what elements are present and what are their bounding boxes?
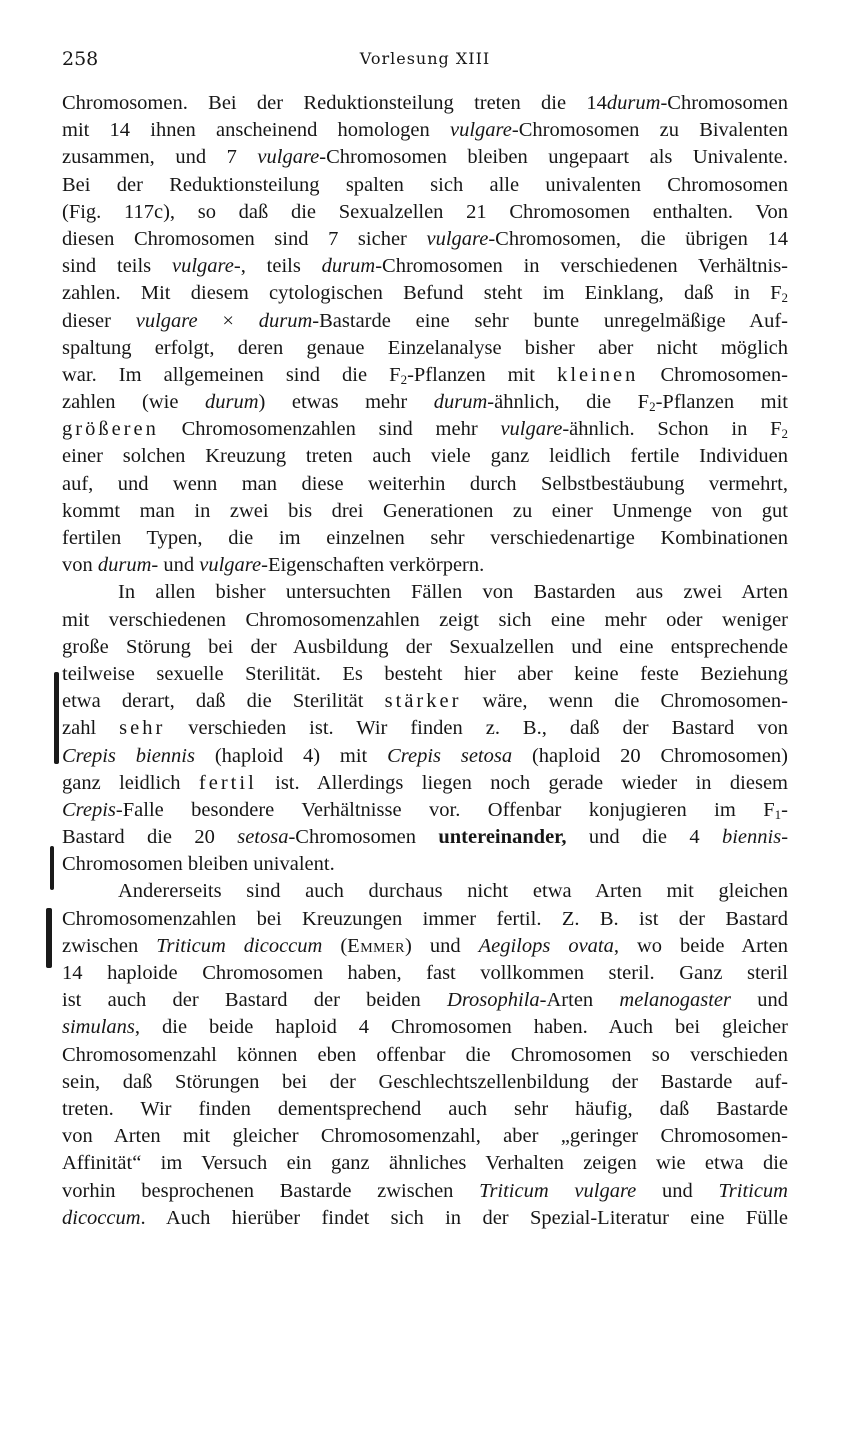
- text-segment: -, teils: [233, 255, 322, 278]
- text-line: [62, 851, 788, 878]
- text-line: [62, 1205, 788, 1232]
- text-segment: sehr: [119, 717, 166, 740]
- text-segment: -ähnlich. Schon in F: [562, 418, 782, 441]
- margin-mark: [54, 672, 59, 764]
- text-segment: vulgare: [135, 309, 198, 332]
- text-segment: durum: [321, 255, 376, 278]
- text-line: [62, 1014, 788, 1041]
- text-segment: kommt man in zwei bis drei Generationen zu einer Unmenge von gut: [62, 499, 788, 522]
- text-segment: treten. Wir finden dementsprechend auch sehr häufig, daß Bastarde: [62, 1097, 788, 1120]
- text-segment: (: [322, 934, 348, 957]
- text-segment: durum: [433, 391, 488, 414]
- text-segment: vulgare: [426, 227, 489, 250]
- text-segment: Chromosomenzahlen bei Kreuzungen immer fertil. Z. B. ist der Bastard: [62, 907, 788, 930]
- text-segment: -ähnlich, die F: [487, 391, 650, 414]
- text-segment: (Fig. 117c), so daß die Sexualzellen 21 Chromosomen enthalten. Von: [62, 200, 788, 223]
- text-segment: zahlen (wie: [62, 391, 205, 414]
- text-line: [62, 362, 788, 389]
- text-segment: untereinander,: [438, 826, 567, 849]
- text-segment: dicoccum: [62, 1206, 141, 1229]
- text-segment: vorhin besprochenen Bastarde zwischen: [62, 1179, 480, 1202]
- text-segment: Chromosomen. Bei der Reduktionsteilung treten die 14: [62, 92, 607, 114]
- text-segment: ist. Allerdings liegen noch gerade wieder in diesem: [256, 771, 788, 794]
- running-title: Vorlesung XIII: [359, 49, 491, 68]
- text-segment: mit verschiedenen Chromosomenzahlen zeigt sich eine mehr oder weniger: [62, 608, 788, 631]
- text-segment: Bei der Reduktionsteilung spalten sich alle univalenten Chromosomen: [62, 173, 788, 196]
- text-line: [62, 688, 788, 715]
- text-segment: ×: [197, 309, 259, 332]
- text-segment: Crepis: [62, 798, 116, 821]
- text-segment: spaltung erfolgt, deren genaue Einzelanalyse bisher aber nicht möglich: [62, 336, 788, 359]
- text-segment: Aegilops ovata: [478, 934, 614, 957]
- margin-mark: [50, 846, 54, 890]
- text-segment: 14 haploide Chromosomen haben, fast vollkommen steril. Ganz steril: [62, 962, 788, 984]
- text-line: [62, 1042, 788, 1069]
- text-segment: zusammen, und 7: [62, 146, 258, 169]
- text-segment: biennis: [721, 826, 782, 849]
- text-segment: vulgare: [172, 255, 234, 278]
- text-line: [62, 280, 788, 307]
- page-number: 258: [62, 48, 99, 70]
- text-line: [62, 1096, 788, 1123]
- text-segment: zahlen. Mit diesem cytologischen Befund steht im Einklang, daß in F: [62, 282, 782, 305]
- text-segment: (haploid 4) mit: [194, 744, 388, 767]
- text-segment: zwischen: [62, 934, 157, 957]
- text-segment: -Chromosomen zu Bivalenten: [511, 119, 788, 142]
- text-segment: 2: [781, 290, 788, 306]
- text-segment: -Chromosomen, die übrigen 14: [488, 227, 788, 250]
- text-line: [62, 90, 788, 117]
- text-line: [62, 960, 788, 987]
- text-segment: , die beide haploid 4 Chromosomen haben. Auch bei gleicher: [134, 1016, 788, 1039]
- text-segment: vulgare: [500, 418, 563, 441]
- text-line: [62, 715, 788, 742]
- text-segment: -Bastarde eine sehr bunte unregelmäßige Auf-: [312, 309, 788, 332]
- text-line: [62, 144, 788, 171]
- text-segment: setosa: [237, 826, 289, 849]
- text-segment: ) etwas mehr: [258, 391, 434, 414]
- text-segment: auf, und wenn man diese weiterhin durch Selbstbestäubung vermehrt,: [62, 472, 788, 495]
- text-line: [62, 389, 788, 416]
- text-segment: vulgare: [199, 554, 262, 577]
- text-segment: dieser: [62, 309, 136, 332]
- text-segment: einer solchen Kreuzung treten auch viele ganz leidlich fertile Individuen: [62, 445, 788, 468]
- text-line: [62, 579, 788, 606]
- text-segment: stärker: [384, 690, 462, 713]
- text-line: [62, 498, 788, 525]
- text-segment: war. Im allgemeinen sind die F: [62, 363, 401, 386]
- text-segment: fertil: [198, 771, 257, 794]
- text-segment: -Falle besondere Verhältnisse vor. Offenbar konjugieren im F: [115, 798, 775, 821]
- text-segment: ) und: [404, 934, 479, 957]
- text-segment: kleinen: [557, 363, 639, 386]
- text-line: [62, 1069, 788, 1096]
- text-segment: -Chromosomen in verschiedenen Verhältnis-: [375, 255, 788, 278]
- text-segment: Chromosomenzahl können eben offenbar die Chromosomen so verschieden: [62, 1043, 788, 1066]
- text-segment: mit 14 ihnen anscheinend homologen: [62, 119, 450, 142]
- text-line: [62, 661, 788, 688]
- text-segment: Drosophila: [447, 989, 540, 1012]
- text-segment: zahl: [62, 717, 120, 740]
- text-segment: wäre, wenn die Chromosomen-: [461, 690, 788, 713]
- text-segment: Chromosomen-: [638, 363, 789, 386]
- text-line: [62, 443, 788, 470]
- text-line: [62, 253, 788, 280]
- text-line: [62, 933, 788, 960]
- text-line: [62, 471, 788, 498]
- text-segment: durum: [258, 309, 313, 332]
- text-line: [62, 1123, 788, 1150]
- text-line: [62, 743, 788, 770]
- text-line: [62, 987, 788, 1014]
- text-segment: Andererseits sind auch durchaus nicht etwa Arten mit gleichen: [118, 880, 788, 903]
- text-segment: vulgare: [257, 146, 320, 169]
- text-segment: -: [781, 826, 789, 849]
- text-segment: Triticum: [718, 1179, 788, 1202]
- body-text: [62, 90, 788, 1232]
- text-line: [62, 117, 788, 144]
- text-segment: -Pflanzen mit: [655, 391, 789, 414]
- text-line: [62, 416, 788, 443]
- text-segment: fertilen Typen, die im einzelnen sehr verschiedenartige Kombinationen: [62, 527, 788, 549]
- text-line: [62, 797, 788, 824]
- text-line: [62, 335, 788, 362]
- text-segment: verschieden ist. Wir finden z. B., daß der Bastard von: [165, 717, 788, 740]
- text-segment: und: [731, 989, 788, 1012]
- text-line: [62, 906, 788, 933]
- text-segment: diesen Chromosomen sind 7 sicher: [62, 227, 427, 250]
- text-segment: etwa derart, daß die Sterilität: [62, 690, 385, 713]
- text-segment: melanogaster: [619, 989, 732, 1012]
- text-segment: ist auch der Bastard der beiden: [62, 989, 448, 1012]
- text-segment: Chromosomenzahlen sind mehr: [158, 418, 501, 441]
- text-segment: Affinität“ im Versuch ein ganz ähnliches Verhalten zeigen wie etwa die: [62, 1152, 788, 1175]
- text-segment: Bastard die 20: [62, 826, 238, 849]
- text-segment: und: [636, 1179, 719, 1202]
- text-line: [62, 1178, 788, 1205]
- text-segment: vulgare: [450, 119, 512, 142]
- text-segment: (haploid 20 Chromosomen): [512, 744, 788, 767]
- text-segment: , wo beide Arten: [613, 934, 789, 957]
- text-line: [62, 770, 788, 797]
- running-head: [62, 48, 788, 74]
- text-line: [62, 607, 788, 634]
- text-segment: durum: [204, 391, 259, 414]
- text-segment: von: [62, 554, 98, 577]
- text-line: [62, 525, 788, 552]
- text-segment: Crepis setosa: [387, 744, 513, 767]
- text-line: [62, 1150, 788, 1177]
- text-segment: durum: [97, 554, 152, 577]
- text-segment: Chromosomen bleiben univalent.: [62, 853, 335, 876]
- text-segment: -Chromosomen bleiben ungepaart als Univalente.: [319, 146, 788, 169]
- text-segment: -: [781, 798, 788, 821]
- text-segment: -Eigenschaften verkörpern.: [261, 554, 485, 577]
- text-line: [62, 172, 788, 199]
- margin-mark: [46, 908, 52, 968]
- text-segment: . Auch hierüber findet sich in der Spezial-Literatur eine Fülle: [140, 1206, 788, 1229]
- text-segment: von Arten mit gleicher Chromosomenzahl, aber „geringer Chromosomen-: [62, 1125, 788, 1148]
- text-segment: 1: [774, 806, 782, 822]
- text-segment: sind teils: [62, 255, 172, 278]
- text-segment: Crepis biennis: [62, 744, 195, 767]
- text-segment: In allen bisher untersuchten Fällen von Bastarden aus zwei Arten: [118, 581, 788, 604]
- text-line: [62, 878, 788, 905]
- text-segment: -Chromosomen: [660, 92, 788, 114]
- text-line: [62, 308, 788, 335]
- text-segment: -Pflanzen mit: [407, 363, 558, 386]
- text-line: [62, 634, 788, 661]
- text-segment: durum: [606, 92, 661, 114]
- text-segment: 2: [400, 371, 408, 387]
- text-segment: Triticum vulgare: [479, 1179, 637, 1202]
- text-segment: Emmer: [347, 934, 405, 957]
- text-line: [62, 824, 788, 851]
- text-segment: 2: [649, 399, 656, 415]
- text-segment: und die 4: [566, 826, 722, 849]
- text-line: [62, 552, 788, 579]
- text-segment: ganz leidlich: [62, 771, 199, 794]
- text-segment: große Störung bei der Ausbildung der Sexualzellen und eine entsprechende: [62, 635, 788, 658]
- text-segment: -Chromosomen: [288, 826, 439, 849]
- text-segment: 2: [781, 426, 788, 442]
- text-segment: teilweise sexuelle Sterilität. Es besteht hier aber keine feste Beziehung: [62, 662, 788, 685]
- text-segment: sein, daß Störungen bei der Geschlechtszellenbildung der Bastarde auf-: [62, 1070, 788, 1093]
- text-segment: -Arten: [539, 989, 620, 1012]
- text-line: [62, 199, 788, 226]
- text-segment: größeren: [62, 418, 159, 441]
- text-segment: simulans: [62, 1016, 135, 1039]
- text-line: [62, 226, 788, 253]
- text-segment: - und: [151, 554, 200, 577]
- text-segment: Triticum dicoccum: [156, 934, 323, 957]
